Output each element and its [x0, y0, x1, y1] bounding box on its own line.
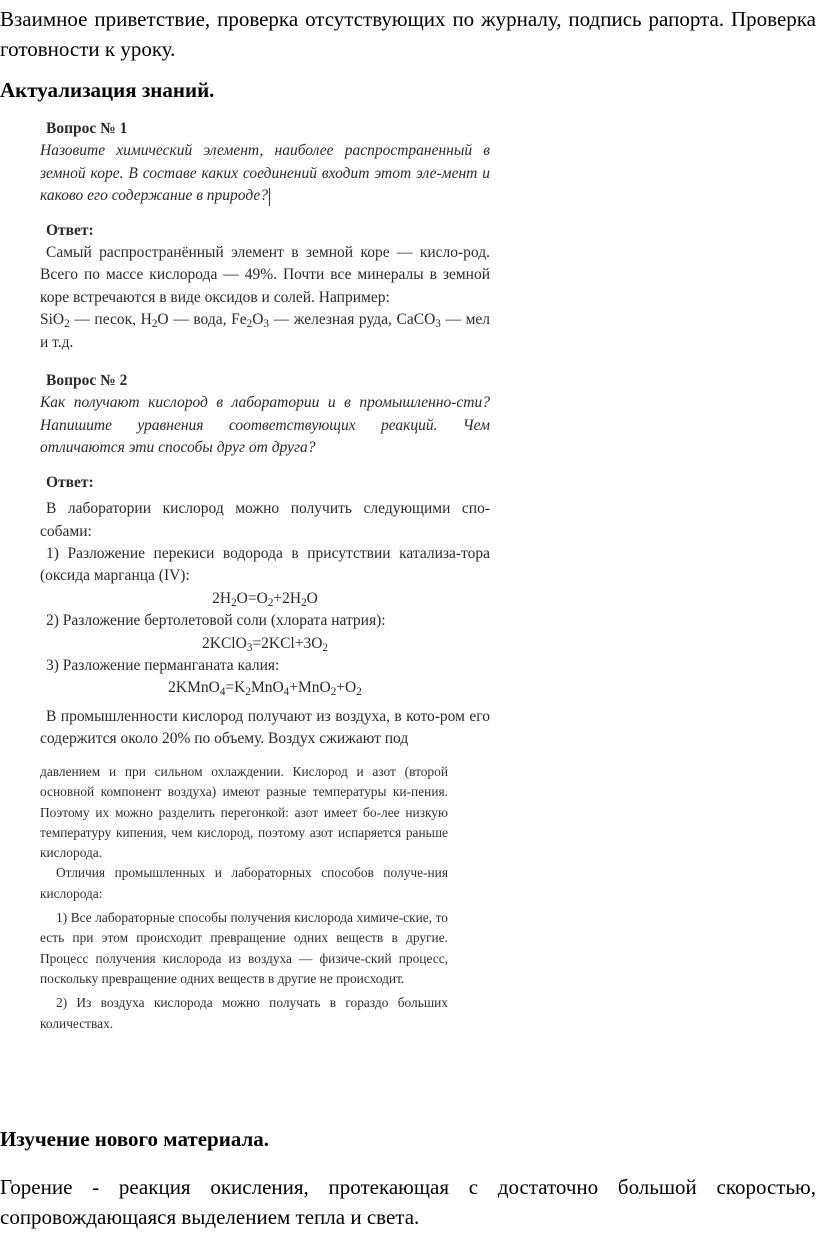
- example-item: [40, 311, 141, 331]
- formula-subscript: 2: [356, 686, 362, 699]
- formula-text: O: [306, 589, 318, 607]
- formula-subscript: 2: [330, 686, 337, 699]
- scan2-paragraph-3: 1) Все лабораторные способы получения кислорода химиче-ские, то есть при этом происходит превращение одних веществ в другие. Процесс получения кислорода из воздуха — физиче-ский процесс, поскольку превращение одних веществ в другие не происходит.: [40, 910, 448, 986]
- example-desc: — железная руда,: [268, 311, 397, 329]
- example-desc: — вода,: [168, 311, 232, 329]
- textbook-scan-image-1: [40, 112, 490, 748]
- formula-text: +O: [336, 679, 357, 697]
- formula-text: Fe: [231, 311, 247, 329]
- answer-1-examples: [40, 309, 490, 354]
- formula-text: 2KMnO: [168, 679, 220, 697]
- formula-text: MnO: [250, 679, 284, 697]
- formula-text: O=O: [236, 589, 268, 607]
- formula-subscript: 3: [263, 318, 269, 331]
- formula-subscript: 2: [301, 596, 307, 609]
- equation-1: [40, 588, 490, 610]
- example-desc: — песок,: [69, 311, 141, 329]
- formula-subscript: 2: [151, 318, 158, 331]
- scan2-paragraph-4: 2) Из воздуха кислорода можно получать в гораздо больших количествах.: [40, 995, 448, 1031]
- scan2-paragraph-2: Отличия промышленных и лабораторных способов получе-ния кислорода:: [40, 865, 448, 901]
- scan2-paragraph-1: давлением и при сильном охлаждении. Кислород и азот (второй основной компонент воздуха) имеют разные температуры ки-пения. Поэтому их можно разделить перегонкой: азот имеет бо-лее низкую температуру кипения, чем кислород, поэтому азот испаряется раньше кислорода.: [40, 764, 448, 861]
- textbook-scan-image-2: [40, 762, 448, 1062]
- formula-text: SiO: [40, 311, 65, 329]
- formula-text: O: [252, 311, 264, 329]
- formula-subscript: 3: [246, 641, 253, 654]
- section-heading-new-material: Изучение нового материала.: [0, 1127, 270, 1151]
- formula-text: H: [140, 311, 152, 329]
- formula-subscript: 4: [283, 686, 290, 699]
- formula-subscript: 2: [231, 596, 237, 609]
- method-1-text: 1) Разложение перекиси водорода в присутствии катализа-тора (оксида марганца (IV):: [40, 544, 490, 585]
- formula-text: O: [157, 311, 169, 329]
- formula-subscript: 2: [322, 641, 328, 654]
- equation-3: [40, 677, 490, 699]
- formula-subscript: 2: [64, 318, 70, 331]
- section-heading-actualization: Актуализация знаний.: [0, 78, 215, 102]
- example-item: [140, 311, 232, 331]
- answer-2-heading: Ответ:: [46, 473, 94, 491]
- question-1-text: Назовите химический элемент, наиболее распространенный в земной коре. В составе каких соединений входит этот эле-мент и каково его содержание в природе?: [40, 142, 490, 205]
- formula-text: =K: [225, 679, 246, 697]
- formula-subscript: 2: [267, 596, 274, 609]
- intro-paragraph: Взаимное приветствие, проверка отсутствующих по журналу, подпись рапорта. Проверка готовности к уроку.: [0, 7, 816, 61]
- method-2-text: 2) Разложение бертолетовой соли (хлората натрия):: [46, 612, 386, 630]
- answer-1-text: Самый распространённый элемент в земной коре — кисло-род. Всего по массе кислорода — 49%. Почти все минералы в земной коре встречаются в виде оксидов и солей. Например:: [40, 244, 490, 306]
- example-desc: — мел и т.д.: [40, 311, 490, 351]
- answer-2-intro: В лаборатории кислород можно получить следующими спо-собами:: [40, 500, 490, 540]
- formula-subscript: 4: [219, 686, 226, 699]
- text-cursor: [269, 188, 270, 206]
- formula-text: CaCO: [396, 311, 436, 329]
- formula-text: 2KClO: [202, 634, 247, 652]
- combustion-definition: Горение - реакция окисления, протекающая с достаточно большой скоростью, сопровождающаяся выделением тепла и света.: [0, 1175, 816, 1229]
- formula-text: +2H: [273, 589, 302, 607]
- formula-text: 2H: [212, 589, 232, 607]
- equation-2: [40, 633, 490, 655]
- formula-subscript: 2: [245, 686, 251, 699]
- question-1-heading: Вопрос № 1: [46, 120, 128, 137]
- question-2-text: Как получают кислород в лаборатории и в промышленно-сти? Напишите уравнения соответствующих реакций. Чем отличаются эти способы друг от друга?: [40, 394, 490, 457]
- formula-text: +MnO: [289, 679, 331, 697]
- industry-text: В промышленности кислород получают из воздуха, в кото-ром его содержится около 20% по объему. Воздух сжижают под: [40, 707, 490, 748]
- method-3-text: 3) Разложение перманганата калия:: [46, 656, 280, 674]
- formula-text: =2KCl+3O: [252, 634, 323, 652]
- question-2-heading: Вопрос № 2: [46, 372, 128, 390]
- answer-1-heading: Ответ:: [46, 221, 94, 239]
- example-item: [231, 311, 397, 331]
- formula-subscript: 2: [246, 318, 253, 331]
- formula-subscript: 3: [435, 318, 441, 331]
